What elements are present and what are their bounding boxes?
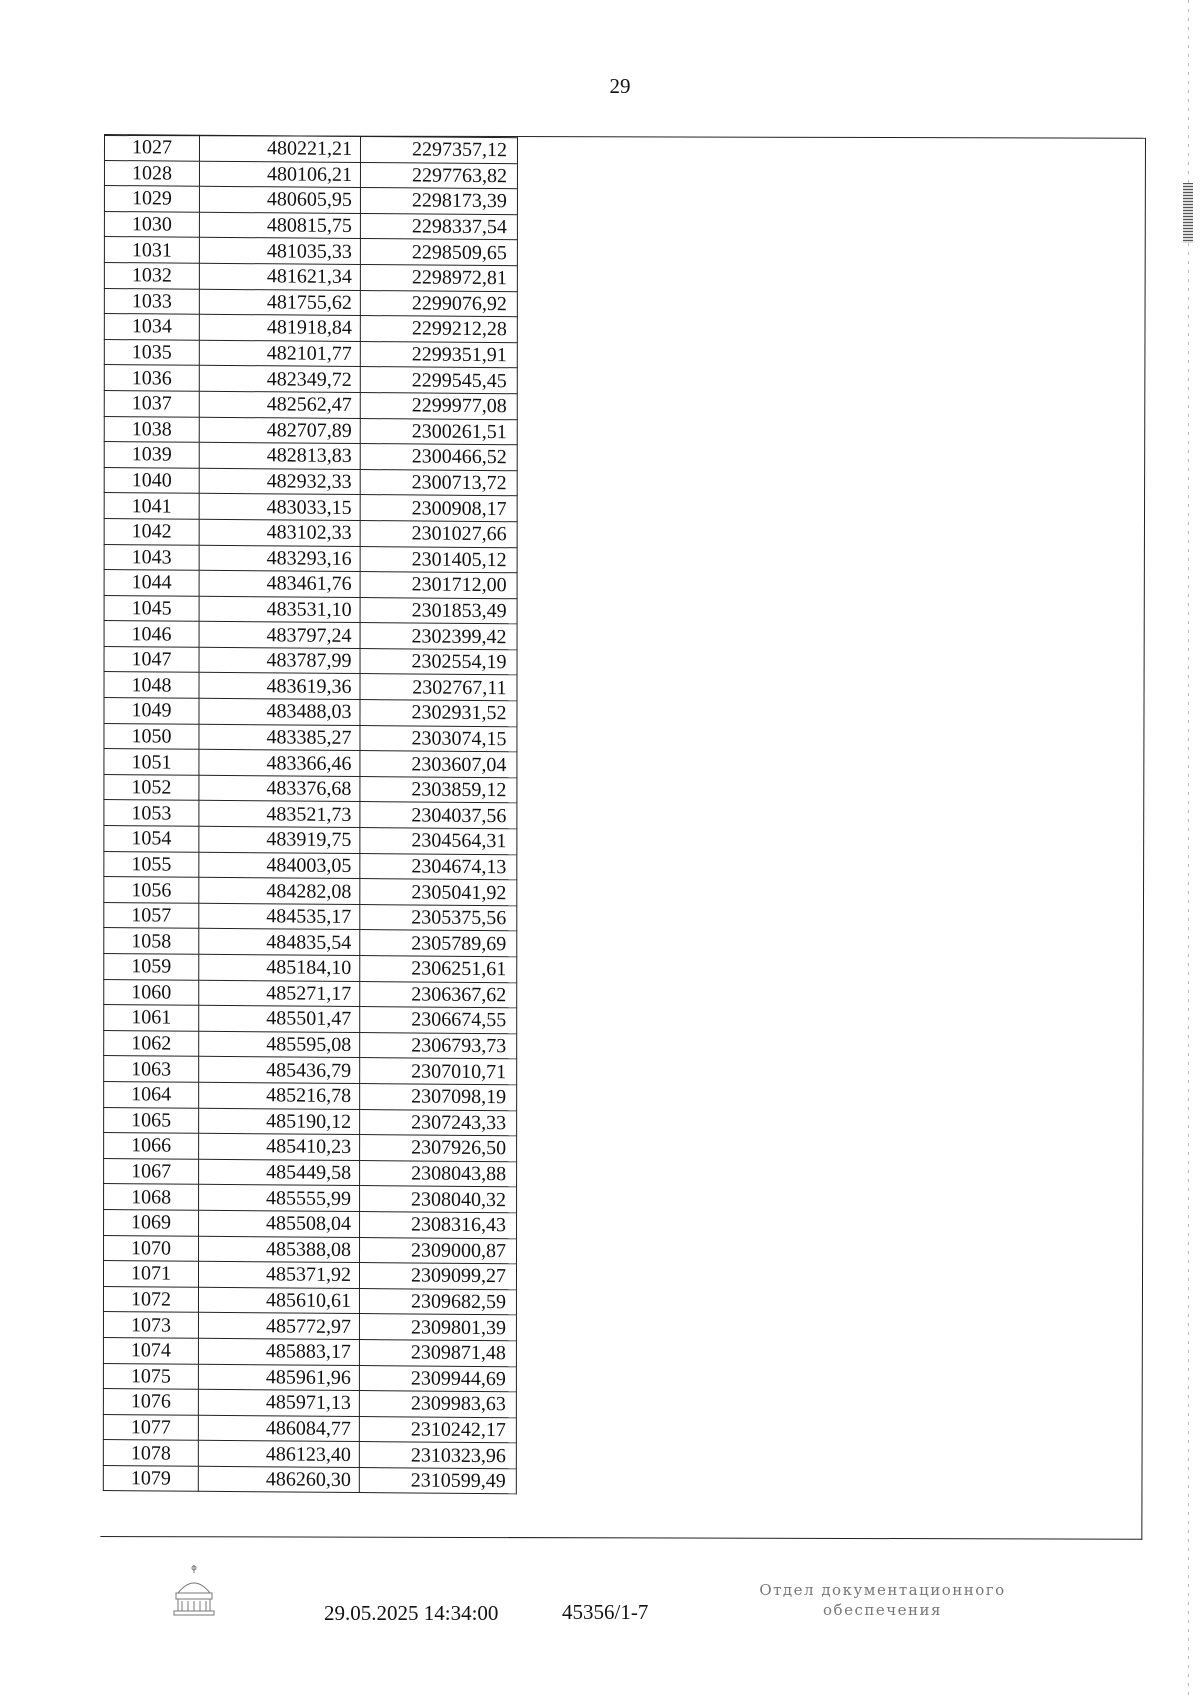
y-coordinate-cell: 2306251,61	[360, 956, 517, 983]
table-row	[103, 1389, 516, 1418]
x-coordinate-cell: 483531,10	[199, 596, 360, 623]
page-number: 29	[609, 74, 631, 98]
y-coordinate-cell: 2308043,88	[360, 1160, 517, 1187]
table-row	[104, 877, 517, 906]
y-coordinate-cell: 2310599,49	[359, 1467, 516, 1494]
coordinates-table-body	[103, 135, 517, 1495]
x-coordinate-cell: 483033,15	[199, 494, 360, 521]
point-number-cell: 1037	[104, 390, 199, 416]
x-coordinate-cell: 485501,47	[199, 1005, 360, 1032]
point-number-cell: 1064	[104, 1081, 199, 1107]
y-coordinate-cell: 2306367,62	[360, 981, 517, 1008]
y-coordinate-cell: 2309871,48	[359, 1339, 516, 1366]
y-coordinate-cell: 2306674,55	[360, 1007, 517, 1034]
x-coordinate-cell: 483376,68	[199, 775, 360, 802]
point-number-cell: 1042	[104, 518, 199, 544]
point-number-cell: 1074	[103, 1337, 198, 1363]
x-coordinate-cell: 480815,75	[199, 212, 360, 239]
point-number-cell: 1060	[104, 979, 199, 1005]
x-coordinate-cell: 482101,77	[199, 340, 360, 367]
y-coordinate-cell: 2300713,72	[360, 469, 517, 496]
y-coordinate-cell: 2309801,39	[359, 1314, 516, 1341]
y-coordinate-cell: 2308040,32	[360, 1186, 517, 1213]
table-row	[104, 672, 517, 701]
table-row	[103, 1465, 516, 1494]
x-coordinate-cell: 485271,17	[199, 980, 360, 1007]
table-row	[103, 1286, 516, 1315]
table-row	[104, 621, 517, 650]
table-row	[104, 646, 517, 675]
point-number-cell: 1044	[104, 570, 199, 596]
point-number-cell: 1051	[104, 749, 199, 775]
table-row	[104, 954, 517, 983]
table-row	[104, 1235, 517, 1264]
stamp-line-2: обеспечения	[823, 1601, 942, 1619]
x-coordinate-cell: 483919,75	[199, 826, 360, 853]
table-row	[104, 1209, 517, 1238]
x-coordinate-cell: 482562,47	[199, 391, 360, 418]
table-row	[104, 211, 517, 240]
y-coordinate-cell: 2307098,19	[360, 1084, 517, 1111]
point-number-cell: 1069	[104, 1209, 199, 1235]
table-row	[104, 749, 517, 778]
x-coordinate-cell: 483787,99	[199, 647, 360, 674]
footer-datetime: 29.05.2025 14:34:00	[324, 1601, 499, 1625]
table-row	[104, 365, 517, 394]
point-number-cell: 1066	[104, 1133, 199, 1159]
y-coordinate-cell: 2298509,65	[360, 239, 517, 266]
table-row	[104, 595, 517, 624]
table-row	[104, 698, 517, 727]
table-row	[104, 723, 517, 752]
point-number-cell: 1030	[104, 211, 199, 237]
table-row	[104, 1107, 517, 1136]
point-number-cell: 1027	[104, 135, 199, 161]
table-row	[104, 800, 517, 829]
y-coordinate-cell: 2302767,11	[360, 674, 517, 701]
table-row	[104, 1005, 517, 1034]
point-number-cell: 1061	[104, 1005, 199, 1031]
point-number-cell: 1063	[104, 1056, 199, 1082]
table-row	[104, 390, 517, 419]
table-row	[104, 237, 517, 266]
point-number-cell: 1028	[104, 160, 199, 186]
x-coordinate-cell: 484282,08	[199, 877, 360, 904]
table-row	[104, 262, 517, 291]
y-coordinate-cell: 2307010,71	[360, 1058, 517, 1085]
table-row	[104, 160, 517, 189]
y-coordinate-cell: 2303074,15	[360, 725, 517, 752]
point-number-cell: 1049	[104, 698, 199, 724]
x-coordinate-cell: 482707,89	[199, 417, 360, 444]
point-number-cell: 1077	[103, 1414, 198, 1440]
table-row	[104, 928, 517, 957]
coordinates-table	[103, 134, 518, 1495]
y-coordinate-cell: 2309944,69	[359, 1365, 516, 1392]
y-coordinate-cell: 2309000,87	[360, 1237, 517, 1264]
point-number-cell: 1075	[103, 1363, 198, 1389]
x-coordinate-cell: 484003,05	[199, 852, 360, 879]
y-coordinate-cell: 2299076,92	[360, 290, 517, 317]
x-coordinate-cell: 485436,79	[199, 1057, 360, 1084]
x-coordinate-cell: 483102,33	[199, 519, 360, 546]
table-row	[103, 1261, 516, 1290]
y-coordinate-cell: 2307243,33	[360, 1109, 517, 1136]
table-row	[104, 544, 517, 573]
point-number-cell: 1052	[104, 774, 199, 800]
point-number-cell: 1046	[104, 621, 199, 647]
table-row	[103, 1440, 516, 1469]
x-coordinate-cell: 483293,16	[199, 545, 360, 572]
point-number-cell: 1065	[104, 1107, 199, 1133]
y-coordinate-cell: 2301853,49	[360, 597, 517, 624]
x-coordinate-cell: 481918,84	[199, 314, 360, 341]
point-number-cell: 1078	[103, 1440, 198, 1466]
point-number-cell: 1043	[104, 544, 199, 570]
x-coordinate-cell: 485961,96	[198, 1364, 359, 1391]
table-row	[104, 570, 517, 599]
x-coordinate-cell: 485772,97	[198, 1313, 359, 1340]
y-coordinate-cell: 2310323,96	[359, 1442, 516, 1469]
table-row	[104, 339, 517, 368]
point-number-cell: 1048	[104, 672, 199, 698]
x-coordinate-cell: 481755,62	[199, 289, 360, 316]
point-number-cell: 1029	[104, 186, 199, 212]
x-coordinate-cell: 483619,36	[199, 673, 360, 700]
point-number-cell: 1068	[104, 1184, 199, 1210]
x-coordinate-cell: 485388,08	[199, 1236, 360, 1263]
y-coordinate-cell: 2298173,39	[360, 188, 517, 215]
y-coordinate-cell: 2306793,73	[360, 1032, 517, 1059]
y-coordinate-cell: 2309099,27	[359, 1263, 516, 1290]
point-number-cell: 1039	[104, 442, 199, 468]
y-coordinate-cell: 2309682,59	[359, 1288, 516, 1315]
x-coordinate-cell: 486260,30	[198, 1466, 359, 1493]
scan-barcode-mark	[1183, 183, 1193, 243]
table-row	[103, 1363, 516, 1392]
point-number-cell: 1072	[103, 1286, 198, 1312]
table-row	[104, 1081, 517, 1110]
y-coordinate-cell: 2302931,52	[360, 700, 517, 727]
point-number-cell: 1053	[104, 800, 199, 826]
table-row	[104, 1133, 517, 1162]
point-number-cell: 1070	[104, 1235, 199, 1261]
table-row	[104, 826, 517, 855]
stamp-line-1: Отдел документационного	[759, 1581, 1006, 1599]
point-number-cell: 1035	[104, 339, 199, 365]
point-number-cell: 1036	[104, 365, 199, 391]
x-coordinate-cell: 483797,24	[199, 622, 360, 649]
table-row	[104, 186, 517, 215]
x-coordinate-cell: 480221,21	[199, 135, 360, 162]
point-number-cell: 1045	[104, 595, 199, 621]
x-coordinate-cell: 485555,99	[199, 1185, 360, 1212]
y-coordinate-cell: 2301405,12	[360, 546, 517, 573]
point-number-cell: 1059	[104, 954, 199, 980]
y-coordinate-cell: 2305789,69	[360, 930, 517, 957]
point-number-cell: 1062	[104, 1030, 199, 1056]
x-coordinate-cell: 481621,34	[199, 263, 360, 290]
y-coordinate-cell: 2304564,31	[360, 828, 517, 855]
table-row	[104, 1158, 517, 1187]
point-number-cell: 1040	[104, 467, 199, 493]
point-number-cell: 1034	[104, 314, 199, 340]
y-coordinate-cell: 2297763,82	[360, 162, 517, 189]
y-coordinate-cell: 2305375,56	[360, 904, 517, 931]
y-coordinate-cell: 2299545,45	[360, 367, 517, 394]
point-number-cell: 1073	[103, 1312, 198, 1338]
y-coordinate-cell: 2308316,43	[360, 1211, 517, 1238]
point-number-cell: 1071	[103, 1261, 198, 1287]
point-number-cell: 1054	[104, 826, 199, 852]
x-coordinate-cell: 483461,76	[199, 570, 360, 597]
x-coordinate-cell: 485971,13	[198, 1389, 359, 1416]
table-row	[104, 288, 517, 317]
y-coordinate-cell: 2299977,08	[360, 392, 517, 419]
point-number-cell: 1047	[104, 646, 199, 672]
x-coordinate-cell: 482932,33	[199, 468, 360, 495]
table-row	[104, 493, 517, 522]
x-coordinate-cell: 480605,95	[199, 186, 360, 213]
point-number-cell: 1031	[104, 237, 199, 263]
x-coordinate-cell: 485184,10	[199, 954, 360, 981]
x-coordinate-cell: 485610,61	[198, 1287, 359, 1314]
y-coordinate-cell: 2300908,17	[360, 495, 517, 522]
y-coordinate-cell: 2301027,66	[360, 520, 517, 547]
x-coordinate-cell: 484535,17	[199, 903, 360, 930]
point-number-cell: 1033	[104, 288, 199, 314]
x-coordinate-cell: 485190,12	[199, 1108, 360, 1135]
table-row	[104, 314, 517, 343]
y-coordinate-cell: 2299351,91	[360, 341, 517, 368]
point-number-cell: 1076	[103, 1389, 198, 1415]
x-coordinate-cell: 480106,21	[199, 161, 360, 188]
table-row	[103, 1414, 516, 1443]
table-row	[104, 979, 517, 1008]
x-coordinate-cell: 483366,46	[199, 750, 360, 777]
y-coordinate-cell: 2304037,56	[360, 802, 517, 829]
y-coordinate-cell: 2303607,04	[360, 751, 517, 778]
y-coordinate-cell: 2303859,12	[360, 776, 517, 803]
y-coordinate-cell: 2310242,17	[359, 1416, 516, 1443]
table-row	[103, 1337, 516, 1366]
y-coordinate-cell: 2302554,19	[360, 648, 517, 675]
y-coordinate-cell: 2301712,00	[360, 572, 517, 599]
x-coordinate-cell: 483521,73	[199, 801, 360, 828]
table-row	[104, 442, 517, 471]
table-row	[104, 902, 517, 931]
y-coordinate-cell: 2298972,81	[360, 264, 517, 291]
y-coordinate-cell: 2304674,13	[360, 853, 517, 880]
point-number-cell: 1057	[104, 902, 199, 928]
x-coordinate-cell: 485508,04	[199, 1210, 360, 1237]
table-row	[104, 1056, 517, 1085]
y-coordinate-cell: 2298337,54	[360, 213, 517, 240]
x-coordinate-cell: 482813,83	[199, 442, 360, 469]
y-coordinate-cell: 2297357,12	[360, 137, 517, 164]
point-number-cell: 1050	[104, 723, 199, 749]
table-row	[104, 1184, 517, 1213]
y-coordinate-cell: 2300261,51	[360, 418, 517, 445]
y-coordinate-cell: 2309983,63	[359, 1391, 516, 1418]
x-coordinate-cell: 484835,54	[199, 929, 360, 956]
table-row	[104, 1030, 517, 1059]
x-coordinate-cell: 485216,78	[199, 1082, 360, 1109]
x-coordinate-cell: 486123,40	[198, 1441, 359, 1468]
y-coordinate-cell: 2299212,28	[360, 316, 517, 343]
x-coordinate-cell: 485883,17	[198, 1338, 359, 1365]
x-coordinate-cell: 485595,08	[199, 1031, 360, 1058]
table-row	[104, 851, 517, 880]
footer-registration-number: 45356/1-7	[562, 1600, 649, 1624]
table-row	[104, 416, 517, 445]
department-stamp	[740, 1580, 1025, 1620]
scan-edge	[1188, 0, 1189, 1695]
point-number-cell: 1079	[103, 1465, 198, 1491]
x-coordinate-cell: 486084,77	[198, 1415, 359, 1442]
table-row	[104, 467, 517, 496]
point-number-cell: 1055	[104, 851, 199, 877]
x-coordinate-cell: 485410,23	[199, 1133, 360, 1160]
point-number-cell: 1038	[104, 416, 199, 442]
x-coordinate-cell: 482349,72	[199, 366, 360, 393]
table-row	[104, 135, 517, 164]
point-number-cell: 1032	[104, 262, 199, 288]
x-coordinate-cell: 485371,92	[198, 1261, 359, 1288]
y-coordinate-cell: 2300466,52	[360, 444, 517, 471]
x-coordinate-cell: 485449,58	[199, 1159, 360, 1186]
emblem-icon	[172, 1563, 216, 1619]
x-coordinate-cell: 483385,27	[199, 724, 360, 751]
table-row	[104, 518, 517, 547]
x-coordinate-cell: 483488,03	[199, 698, 360, 725]
point-number-cell: 1041	[104, 493, 199, 519]
y-coordinate-cell: 2305041,92	[360, 879, 517, 906]
table-row	[103, 1312, 516, 1341]
table-row	[104, 774, 517, 803]
point-number-cell: 1058	[104, 928, 199, 954]
y-coordinate-cell: 2302399,42	[360, 623, 517, 650]
y-coordinate-cell: 2307926,50	[360, 1135, 517, 1162]
point-number-cell: 1067	[104, 1158, 199, 1184]
x-coordinate-cell: 481035,33	[199, 238, 360, 265]
point-number-cell: 1056	[104, 877, 199, 903]
